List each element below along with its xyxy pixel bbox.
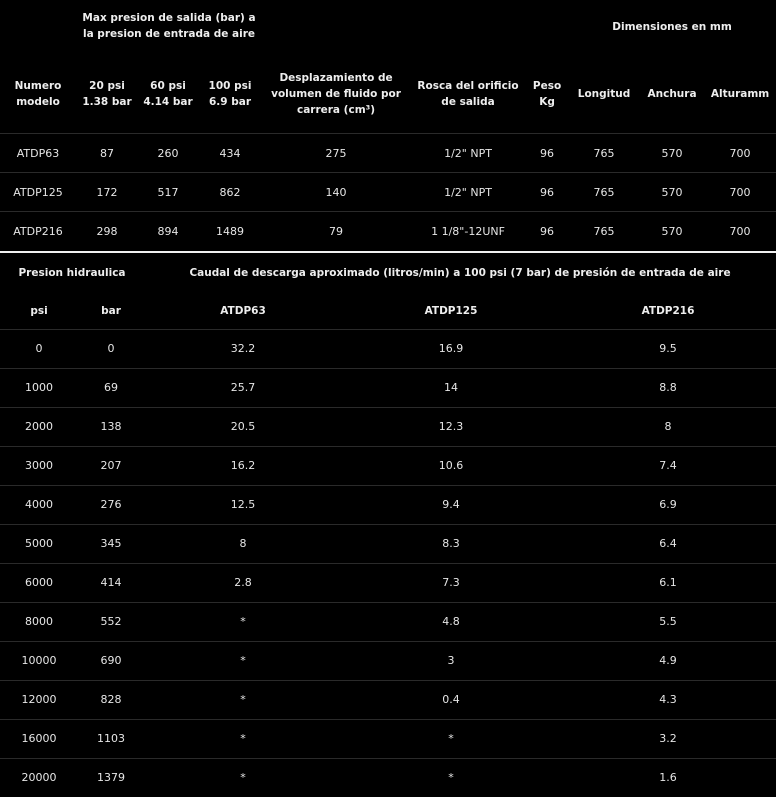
atdp125-cell: * (342, 719, 560, 758)
bar-cell: 69 (78, 368, 144, 407)
header-spacer (0, 0, 76, 54)
atdp63-header: ATDP63 (144, 293, 342, 330)
weight-cell: 96 (526, 134, 568, 173)
weight-cell: 96 (526, 173, 568, 212)
atdp216-cell: 8.8 (560, 368, 776, 407)
atdp63-cell: 32.2 (144, 329, 342, 368)
bar-cell: 828 (78, 680, 144, 719)
weight-cell: 96 (526, 212, 568, 251)
flow-rate-table (0, 253, 776, 797)
atdp63-cell: 2.8 (144, 563, 342, 602)
psi-header: psi (0, 293, 78, 330)
bar-header: bar (78, 293, 144, 330)
bar-cell: 552 (78, 602, 144, 641)
atdp125-cell: 10.6 (342, 446, 560, 485)
atdp216-cell: 6.1 (560, 563, 776, 602)
bar-cell: 207 (78, 446, 144, 485)
table-row (0, 134, 776, 173)
psi60-cell: 894 (138, 212, 198, 251)
atdp63-cell: 8 (144, 524, 342, 563)
thread-cell: 1 1/8"-12UNF (410, 212, 526, 251)
atdp63-cell: * (144, 758, 342, 797)
table-row (0, 680, 776, 719)
hydraulic-pressure-header: Presion hidraulica (0, 253, 144, 293)
atdp63-cell: 16.2 (144, 446, 342, 485)
width-cell: 570 (640, 134, 704, 173)
psi-cell: 3000 (0, 446, 78, 485)
atdp216-cell: 6.4 (560, 524, 776, 563)
atdp216-cell: 3.2 (560, 719, 776, 758)
atdp216-cell: 8 (560, 407, 776, 446)
bar-cell: 1379 (78, 758, 144, 797)
width-cell: 570 (640, 212, 704, 251)
bar-cell: 414 (78, 563, 144, 602)
header-spacer (262, 0, 568, 54)
thread-header: Rosca del orificio de salida (410, 54, 526, 134)
table-row (0, 446, 776, 485)
model-header: Numero modelo (0, 54, 76, 134)
model-cell: ATDP63 (0, 134, 76, 173)
bar-cell: 276 (78, 485, 144, 524)
table-row (0, 173, 776, 212)
length-cell: 765 (568, 173, 640, 212)
atdp63-cell: * (144, 602, 342, 641)
atdp216-header: ATDP216 (560, 293, 776, 330)
psi-cell: 5000 (0, 524, 78, 563)
displacement-cell: 140 (262, 173, 410, 212)
table-row (0, 407, 776, 446)
atdp63-cell: * (144, 680, 342, 719)
atdp216-cell: 5.5 (560, 602, 776, 641)
bar-cell: 0 (78, 329, 144, 368)
height-cell: 700 (704, 212, 776, 251)
psi60-cell: 260 (138, 134, 198, 173)
bar-cell: 138 (78, 407, 144, 446)
table-row (0, 719, 776, 758)
max-pressure-group-header: Max presion de salida (bar) a la presion de entrada de aire (76, 0, 262, 54)
atdp216-cell: 1.6 (560, 758, 776, 797)
psi100-cell: 1489 (198, 212, 262, 251)
atdp125-cell: * (342, 758, 560, 797)
height-header: Alturamm (704, 54, 776, 134)
atdp63-cell: 20.5 (144, 407, 342, 446)
table-row (0, 641, 776, 680)
dimensions-group-header: Dimensiones en mm (568, 0, 776, 54)
table-row (0, 524, 776, 563)
width-cell: 570 (640, 173, 704, 212)
atdp125-cell: 14 (342, 368, 560, 407)
atdp125-cell: 8.3 (342, 524, 560, 563)
psi20-cell: 87 (76, 134, 138, 173)
displacement-cell: 79 (262, 212, 410, 251)
model-cell: ATDP125 (0, 173, 76, 212)
displacement-cell: 275 (262, 134, 410, 173)
atdp125-cell: 9.4 (342, 485, 560, 524)
atdp63-cell: * (144, 641, 342, 680)
bar-cell: 690 (78, 641, 144, 680)
atdp63-cell: 25.7 (144, 368, 342, 407)
atdp216-cell: 4.3 (560, 680, 776, 719)
height-cell: 700 (704, 134, 776, 173)
weight-header: Peso Kg (526, 54, 568, 134)
flow-group-header: Caudal de descarga aproximado (litros/min) a 100 psi (7 bar) de presión de entrada de aire (144, 253, 776, 293)
psi60-cell: 517 (138, 173, 198, 212)
atdp125-cell: 3 (342, 641, 560, 680)
psi-cell: 16000 (0, 719, 78, 758)
atdp216-cell: 9.5 (560, 329, 776, 368)
atdp216-cell: 6.9 (560, 485, 776, 524)
table-row (0, 758, 776, 797)
atdp63-cell: 12.5 (144, 485, 342, 524)
atdp216-cell: 7.4 (560, 446, 776, 485)
psi-cell: 0 (0, 329, 78, 368)
model-cell: ATDP216 (0, 212, 76, 251)
length-cell: 765 (568, 134, 640, 173)
atdp216-cell: 4.9 (560, 641, 776, 680)
atdp125-cell: 12.3 (342, 407, 560, 446)
table-row (0, 368, 776, 407)
thread-cell: 1/2" NPT (410, 173, 526, 212)
thread-cell: 1/2" NPT (410, 134, 526, 173)
psi20-cell: 172 (76, 173, 138, 212)
displacement-header: Desplazamiento de volumen de fluido por carrera (cm³) (262, 54, 410, 134)
psi-cell: 6000 (0, 563, 78, 602)
atdp125-cell: 0.4 (342, 680, 560, 719)
table-row (0, 212, 776, 251)
table-row (0, 602, 776, 641)
psi20-cell: 298 (76, 212, 138, 251)
psi100-cell: 862 (198, 173, 262, 212)
table-row (0, 485, 776, 524)
atdp125-cell: 4.8 (342, 602, 560, 641)
psi20-header: 20 psi 1.38 bar (76, 54, 138, 134)
psi100-header: 100 psi 6.9 bar (198, 54, 262, 134)
psi60-header: 60 psi 4.14 bar (138, 54, 198, 134)
atdp125-cell: 16.9 (342, 329, 560, 368)
table-row (0, 329, 776, 368)
psi-cell: 1000 (0, 368, 78, 407)
length-cell: 765 (568, 212, 640, 251)
atdp63-cell: * (144, 719, 342, 758)
length-header: Longitud (568, 54, 640, 134)
psi-cell: 2000 (0, 407, 78, 446)
psi-cell: 20000 (0, 758, 78, 797)
atdp125-header: ATDP125 (342, 293, 560, 330)
psi-cell: 12000 (0, 680, 78, 719)
pump-specs-table (0, 0, 776, 251)
table-row (0, 563, 776, 602)
bar-cell: 1103 (78, 719, 144, 758)
atdp125-cell: 7.3 (342, 563, 560, 602)
bar-cell: 345 (78, 524, 144, 563)
psi-cell: 10000 (0, 641, 78, 680)
psi-cell: 8000 (0, 602, 78, 641)
psi-cell: 4000 (0, 485, 78, 524)
height-cell: 700 (704, 173, 776, 212)
width-header: Anchura (640, 54, 704, 134)
psi100-cell: 434 (198, 134, 262, 173)
